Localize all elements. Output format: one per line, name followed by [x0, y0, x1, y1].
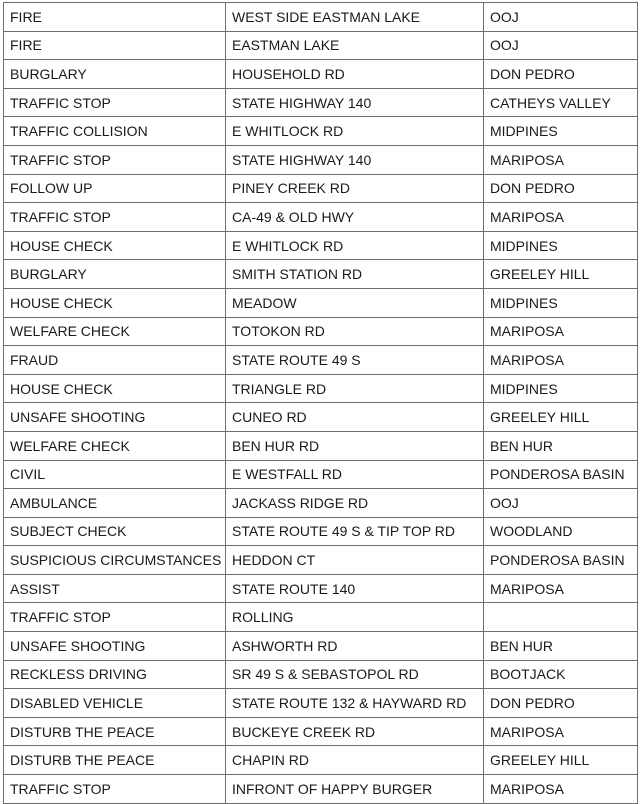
area-cell: MARIPOSA — [484, 717, 638, 746]
location-cell: HEDDON CT — [226, 546, 484, 575]
area-cell: DON PEDRO — [484, 60, 638, 89]
location-cell: PINEY CREEK RD — [226, 174, 484, 203]
incident-type-cell: SUBJECT CHECK — [4, 517, 226, 546]
table-row — [4, 145, 638, 174]
table-row — [4, 775, 638, 804]
incident-type-cell: TRAFFIC STOP — [4, 203, 226, 232]
incident-type-cell: DISTURB THE PEACE — [4, 746, 226, 775]
area-cell: MARIPOSA — [484, 317, 638, 346]
location-cell: CHAPIN RD — [226, 746, 484, 775]
area-cell: MIDPINES — [484, 288, 638, 317]
area-cell: MIDPINES — [484, 117, 638, 146]
table-row — [4, 660, 638, 689]
table-row — [4, 460, 638, 489]
incident-type-cell: RECKLESS DRIVING — [4, 660, 226, 689]
area-cell: WOODLAND — [484, 517, 638, 546]
incident-type-cell: WELFARE CHECK — [4, 317, 226, 346]
table-row — [4, 346, 638, 375]
incident-log-table-body — [4, 3, 638, 804]
location-cell: E WHITLOCK RD — [226, 117, 484, 146]
incident-type-cell: TRAFFIC COLLISION — [4, 117, 226, 146]
area-cell: MARIPOSA — [484, 346, 638, 375]
area-cell: GREELEY HILL — [484, 746, 638, 775]
area-cell: MIDPINES — [484, 374, 638, 403]
location-cell: CUNEO RD — [226, 403, 484, 432]
incident-type-cell: TRAFFIC STOP — [4, 775, 226, 804]
incident-type-cell: CIVIL — [4, 460, 226, 489]
table-row — [4, 203, 638, 232]
incident-type-cell: UNSAFE SHOOTING — [4, 632, 226, 661]
incident-type-cell: HOUSE CHECK — [4, 231, 226, 260]
area-cell: PONDEROSA BASIN — [484, 460, 638, 489]
area-cell: DON PEDRO — [484, 174, 638, 203]
location-cell: CA-49 & OLD HWY — [226, 203, 484, 232]
location-cell: WEST SIDE EASTMAN LAKE — [226, 3, 484, 32]
incident-log-table-container — [3, 2, 637, 804]
incident-type-cell: BURGLARY — [4, 260, 226, 289]
location-cell: SMITH STATION RD — [226, 260, 484, 289]
incident-log-table — [3, 2, 638, 804]
incident-type-cell: FIRE — [4, 31, 226, 60]
location-cell: BUCKEYE CREEK RD — [226, 717, 484, 746]
table-row — [4, 403, 638, 432]
table-row — [4, 489, 638, 518]
incident-type-cell: FIRE — [4, 3, 226, 32]
area-cell: MARIPOSA — [484, 775, 638, 804]
location-cell: INFRONT OF HAPPY BURGER — [226, 775, 484, 804]
location-cell: BEN HUR RD — [226, 431, 484, 460]
location-cell: E WESTFALL RD — [226, 460, 484, 489]
incident-type-cell: AMBULANCE — [4, 489, 226, 518]
incident-type-cell: DISTURB THE PEACE — [4, 717, 226, 746]
incident-type-cell: ASSIST — [4, 574, 226, 603]
area-cell — [484, 603, 638, 632]
location-cell: STATE ROUTE 140 — [226, 574, 484, 603]
location-cell: SR 49 S & SEBASTOPOL RD — [226, 660, 484, 689]
table-row — [4, 374, 638, 403]
table-row — [4, 60, 638, 89]
location-cell: STATE HIGHWAY 140 — [226, 88, 484, 117]
table-row — [4, 574, 638, 603]
location-cell: ASHWORTH RD — [226, 632, 484, 661]
area-cell: MARIPOSA — [484, 203, 638, 232]
area-cell: MIDPINES — [484, 231, 638, 260]
table-row — [4, 632, 638, 661]
table-row — [4, 317, 638, 346]
table-row — [4, 689, 638, 718]
table-row — [4, 517, 638, 546]
area-cell: BOOTJACK — [484, 660, 638, 689]
table-row — [4, 174, 638, 203]
location-cell: HOUSEHOLD RD — [226, 60, 484, 89]
table-row — [4, 431, 638, 460]
incident-type-cell: TRAFFIC STOP — [4, 88, 226, 117]
location-cell: E WHITLOCK RD — [226, 231, 484, 260]
location-cell: STATE ROUTE 132 & HAYWARD RD — [226, 689, 484, 718]
incident-type-cell: TRAFFIC STOP — [4, 603, 226, 632]
area-cell: MARIPOSA — [484, 574, 638, 603]
area-cell: DON PEDRO — [484, 689, 638, 718]
table-row — [4, 603, 638, 632]
table-row — [4, 117, 638, 146]
area-cell: OOJ — [484, 489, 638, 518]
area-cell: PONDEROSA BASIN — [484, 546, 638, 575]
incident-type-cell: DISABLED VEHICLE — [4, 689, 226, 718]
table-row — [4, 231, 638, 260]
table-row — [4, 31, 638, 60]
area-cell: GREELEY HILL — [484, 403, 638, 432]
incident-type-cell: SUSPICIOUS CIRCUMSTANCES — [4, 546, 226, 575]
area-cell: MARIPOSA — [484, 145, 638, 174]
incident-type-cell: WELFARE CHECK — [4, 431, 226, 460]
area-cell: OOJ — [484, 3, 638, 32]
table-row — [4, 88, 638, 117]
area-cell: OOJ — [484, 31, 638, 60]
table-row — [4, 546, 638, 575]
location-cell: STATE ROUTE 49 S — [226, 346, 484, 375]
location-cell: TOTOKON RD — [226, 317, 484, 346]
location-cell: EASTMAN LAKE — [226, 31, 484, 60]
location-cell: STATE ROUTE 49 S & TIP TOP RD — [226, 517, 484, 546]
area-cell: GREELEY HILL — [484, 260, 638, 289]
incident-type-cell: HOUSE CHECK — [4, 374, 226, 403]
area-cell: BEN HUR — [484, 632, 638, 661]
table-row — [4, 260, 638, 289]
table-row — [4, 288, 638, 317]
incident-type-cell: BURGLARY — [4, 60, 226, 89]
location-cell: JACKASS RIDGE RD — [226, 489, 484, 518]
location-cell: ROLLING — [226, 603, 484, 632]
incident-type-cell: HOUSE CHECK — [4, 288, 226, 317]
table-row — [4, 3, 638, 32]
table-row — [4, 746, 638, 775]
location-cell: TRIANGLE RD — [226, 374, 484, 403]
location-cell: MEADOW — [226, 288, 484, 317]
location-cell: STATE HIGHWAY 140 — [226, 145, 484, 174]
incident-type-cell: UNSAFE SHOOTING — [4, 403, 226, 432]
incident-type-cell: FRAUD — [4, 346, 226, 375]
area-cell: BEN HUR — [484, 431, 638, 460]
incident-type-cell: FOLLOW UP — [4, 174, 226, 203]
area-cell: CATHEYS VALLEY — [484, 88, 638, 117]
incident-type-cell: TRAFFIC STOP — [4, 145, 226, 174]
table-row — [4, 717, 638, 746]
